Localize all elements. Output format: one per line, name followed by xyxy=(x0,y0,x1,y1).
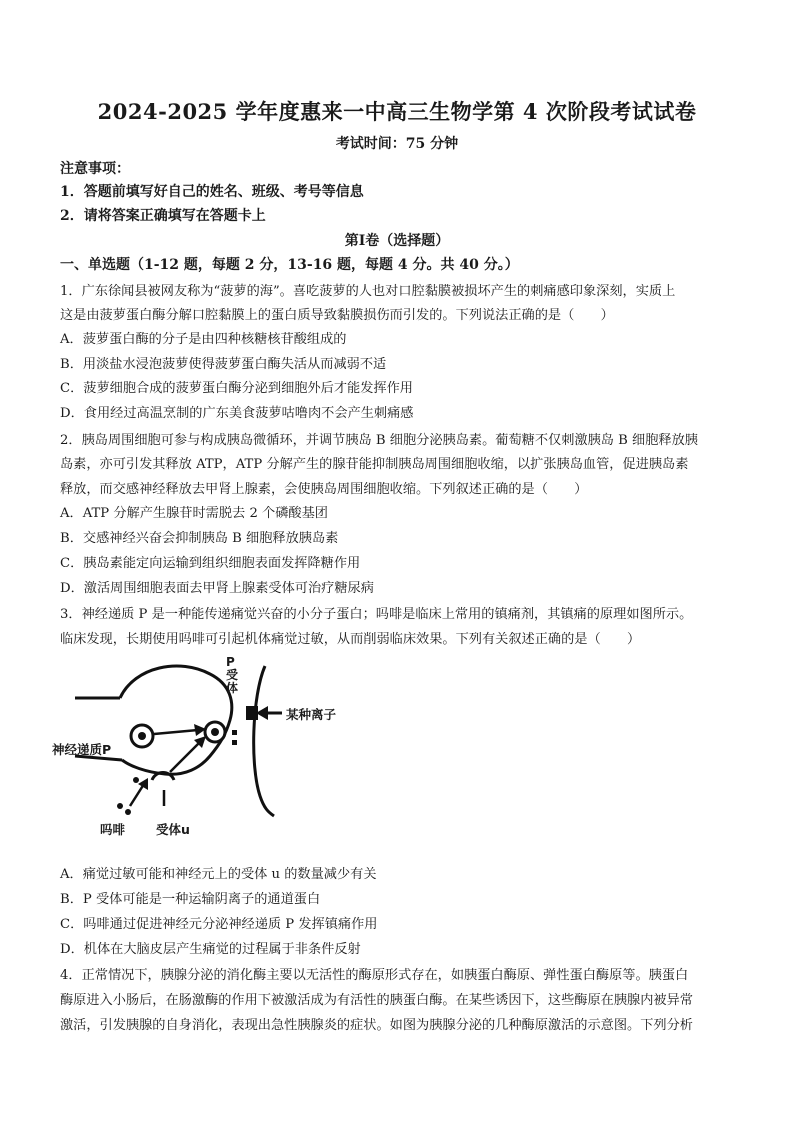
p-receptor-label: P受体 xyxy=(226,655,239,695)
question-3-option-b: B．P 受体可能是一种运输阴离子的通道蛋白 xyxy=(60,892,321,907)
question-1-option-a: A．菠萝蛋白酶的分子是由四种核糖核苷酸组成的 xyxy=(60,332,347,347)
question-4-stem-line: 激活，引发胰腺的自身消化，表现出急性胰腺炎的症状。如图为胰腺分泌的几种酶原激活的示意图。下列分析 xyxy=(60,1018,693,1033)
question-3-option-c: C．吗啡通过促进神经元分泌神经递质 P 发挥镇痛作用 xyxy=(60,917,378,932)
exam-time: 考试时间：75 分钟 xyxy=(335,136,459,152)
question-2-option-b: B．交感神经兴奋会抑制胰岛 B 细胞释放胰岛素 xyxy=(60,531,339,546)
part-title: 一、单选题（1-12 题，每题 2 分，13-16 题，每题 4 分。共 40 分。） xyxy=(60,257,519,273)
question-3-option-d: D．机体在大脑皮层产生痛觉的过程属于非条件反射 xyxy=(60,942,361,957)
morphine-molecule xyxy=(125,809,131,815)
question-1-option-c: C．菠萝细胞合成的菠萝蛋白酶分泌到细胞外后才能发挥作用 xyxy=(60,381,413,396)
presynaptic-membrane xyxy=(120,666,232,774)
question-1-option-b: B．用淡盐水浸泡菠萝使得菠萝蛋白酶失活从而减弱不适 xyxy=(60,357,387,372)
notice-item: 1．答题前填写好自己的姓名、班级、考号等信息 xyxy=(60,184,364,200)
ion-label: 某种离子 xyxy=(286,707,337,722)
question-3-option-a: A．痛觉过敏可能和神经元上的受体 u 的数量减少有关 xyxy=(60,867,377,882)
released-p-dot xyxy=(232,740,237,745)
synapse-diagram xyxy=(52,655,380,846)
volume-title: 第Ⅰ卷（选择题） xyxy=(344,233,450,249)
question-2-stem-line: 岛素，亦可引发其释放 ATP，ATP 分解产生的腺苷能抑制胰岛周围细胞收缩，以扩张胰岛血管，促进胰岛素 xyxy=(60,457,689,472)
exam-title: 2024-2025 学年度惠来一中高三生物学第 4 次阶段考试试卷 xyxy=(97,99,697,124)
question-1-stem-line: 这是由菠萝蛋白酶分解口腔黏膜上的蛋白质导致黏膜损伤而引发的。下列说法正确的是（ ） xyxy=(60,308,614,323)
question-3-stem-line: 3．神经递质 P 是一种能传递痛觉兴奋的小分子蛋白；吗啡是临床上常用的镇痛剂，其镇痛的原理如图所示。 xyxy=(60,607,693,622)
morphine-arrow xyxy=(130,784,144,806)
question-2-stem-line: 2．胰岛周围细胞可参与构成胰岛微循环，并调节胰岛 B 细胞分泌胰岛素。葡萄糖不仅刺激胰岛 B 细胞释放胰 xyxy=(60,433,698,448)
notice-heading: 注意事项： xyxy=(60,161,130,177)
notice-item: 2．请将答案正确填写在答题卡上 xyxy=(60,208,266,224)
postsynaptic-membrane xyxy=(254,666,274,816)
question-2-option-c: C．胰岛素能定向运输到组织细胞表面发挥降糖作用 xyxy=(60,556,361,571)
question-4-stem-line: 酶原进入小肠后，在肠激酶的作用下被激活成为有活性的胰蛋白酶。在某些诱因下，这些酶原在胰腺内被异常 xyxy=(60,993,693,1008)
vesicle-transport-arrow xyxy=(154,730,198,734)
question-1-option-d: D．食用经过高温烹制的广东美食菠萝咕噜肉不会产生刺痛感 xyxy=(60,406,414,421)
receptor-u xyxy=(152,773,174,781)
receptor-u-label: 受体u xyxy=(156,822,190,837)
question-3-stem-line: 临床发现，长期使用吗啡可引起机体痛觉过敏，从而削弱临床效果。下列有关叙述正确的是（ ） xyxy=(60,632,641,647)
morphine-label: 吗啡 xyxy=(100,822,126,837)
neurotransmitter-p-dot xyxy=(138,732,146,740)
question-2-stem-line: 释放，而交感神经释放去甲肾上腺素，会使胰岛周围细胞收缩。下列叙述正确的是（ ） xyxy=(60,482,588,497)
question-4-stem-line: 4．正常情况下，胰腺分泌的消化酶主要以无活性的酶原形式存在，如胰蛋白酶原、弹性蛋白酶原等。胰蛋白 xyxy=(60,968,689,983)
released-p-dot xyxy=(232,730,237,735)
transmitter-label: 神经递质P xyxy=(52,742,112,757)
question-1-stem-line: 1．广东徐闻县被网友称为“菠萝的海”。喜吃菠萝的人也对口腔黏膜被损坏产生的刺痛感印象深刻，实质上 xyxy=(60,284,676,299)
question-2-option-a: A．ATP 分解产生腺苷时需脱去 2 个磷酸基团 xyxy=(60,506,328,521)
morphine-molecule xyxy=(117,803,123,809)
morphine-arrowhead xyxy=(138,778,148,790)
neurotransmitter-p-dot xyxy=(211,728,219,736)
morphine-molecule xyxy=(133,777,139,783)
question-2-option-d: D．激活周围细胞表面去甲肾上腺素受体可治疗糖尿病 xyxy=(60,581,374,596)
